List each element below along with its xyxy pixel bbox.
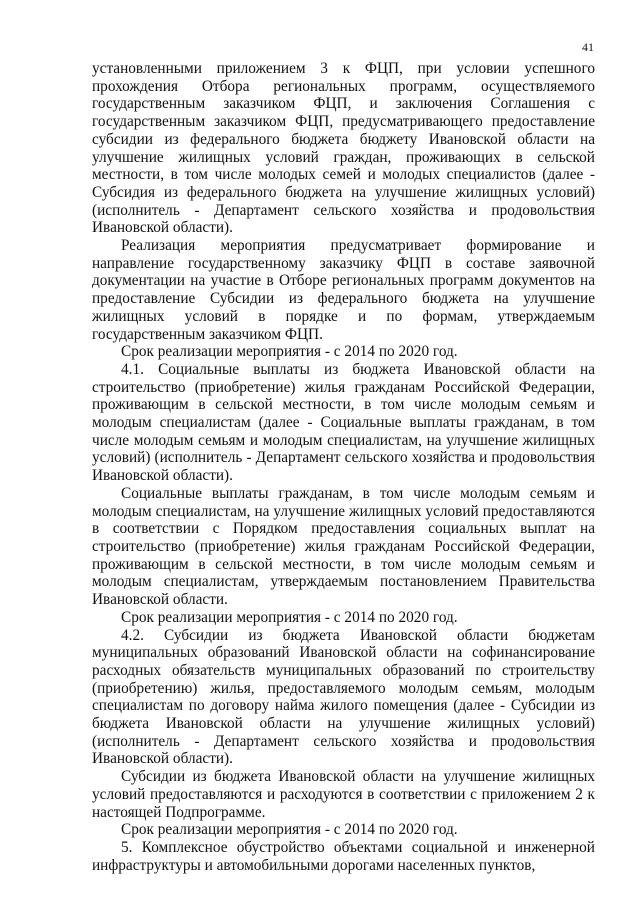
page-number: 41 bbox=[582, 40, 594, 54]
paragraph-deadline: Срок реализации мероприятия - с 2014 по 2020 год. bbox=[121, 608, 458, 626]
paragraph-social-payments: Социальные выплаты гражданам, в том числе молодым семьям и молодым специалистам, на улучшение жилищных условий предоставляются в соответствии с Порядком предоставления социальных выплат на строительство (приобретение) жилья гражданам Российской Федерации, проживающим в сельской местности, в том числе молодым семьям и молодым специалистам, утверждаемым постановлением Правительства Ивановской области. bbox=[92, 484, 595, 609]
paragraph-subsidies: Субсидии из бюджета Ивановской области на улучшение жилищных условий предоставляются и расходуются в соответствии с приложением 2 к настоящей Подпрограмме. bbox=[92, 768, 595, 821]
document-body bbox=[92, 60, 595, 874]
paragraph-item-5: 5. Комплексное обустройство объектами социальной и инженерной инфраструктуры и автомобильными дорогами населенных пунктов, bbox=[92, 838, 595, 874]
paragraph-event-description: Реализация мероприятия предусматривает формирование и направление государственному заказчику ФЦП в составе заявочной документации на участие в Отборе региональных программ документов на предоставление Субсидии из федерального бюджета на улучшение жилищных условий в порядке и по формам, утверждаемым государственным заказчиком ФЦП. bbox=[92, 237, 595, 343]
paragraph-item-4-2: 4.2. Субсидии из бюджета Ивановской области бюджетам муниципальных образований Ивановской области на софинансирование расходных обязательств муниципальных образований по строительству (приобретению) жилья, предоставляемого молодым семьям, молодым специалистам по договору найма жилого помещения (далее - Субсидии из бюджета Ивановской области на улучшение жилищных условий) (исполнитель - Департамент сельского хозяйства и продовольствия Ивановской области). bbox=[92, 626, 595, 768]
paragraph-deadline: Срок реализации мероприятия - с 2014 по 2020 год. bbox=[121, 821, 458, 839]
paragraph-item-4-1: 4.1. Социальные выплаты из бюджета Ивановской области на строительство (приобретение) жилья гражданам Российской Федерации, проживающим в сельской местности, в том числе молодым семьям и молодым специалистам (далее - Социальные выплаты гражданам, в том числе молодым семьям и молодым специалистам, на улучшение жилищных условий) (исполнитель - Департамент сельского хозяйства и продовольствия Ивановской области). bbox=[92, 360, 595, 485]
paragraph-continuation: установленными приложением 3 к ФЦП, при условии успешного прохождения Отбора региональных программ, осуществляемого государственным заказчиком ФЦП, и заключения Соглашения с государственным заказчиком ФЦП, предусматривающего предоставление субсидии из федерального бюджета бюджету Ивановской области на улучшение жилищных условий граждан, проживающих в сельской местности, в том числе молодых семей и молодых специалистов (далее - Субсидия из федерального бюджета на улучшение жилищных условий) (исполнитель - Департамент сельского хозяйства и продовольствия Ивановской области). bbox=[92, 60, 595, 237]
paragraph-deadline: Срок реализации мероприятия - с 2014 по 2020 год. bbox=[121, 343, 458, 361]
